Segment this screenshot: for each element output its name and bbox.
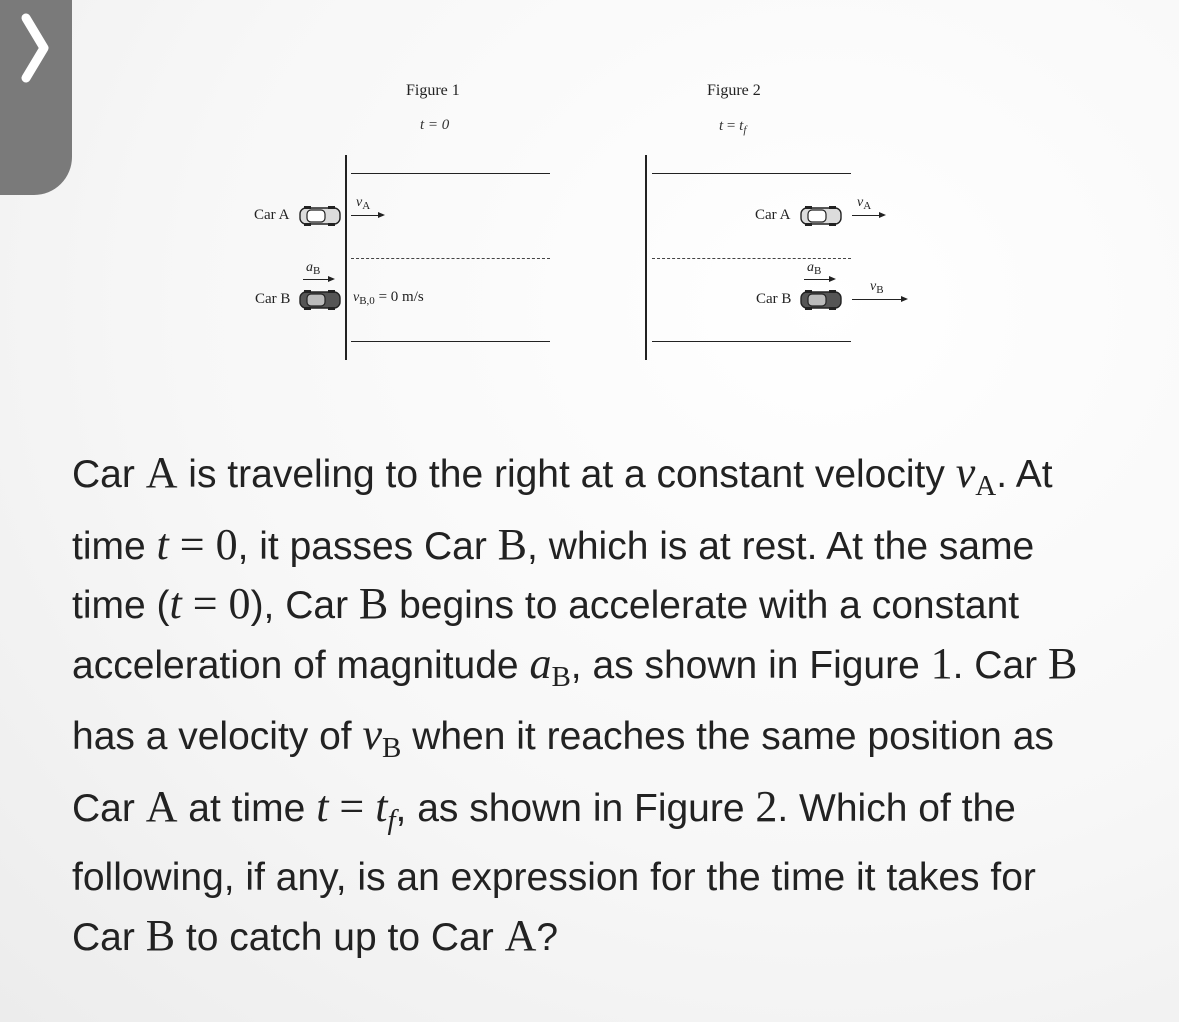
figure-2-title: Figure 2 bbox=[707, 82, 761, 99]
figure-1-time-label: t = 0 bbox=[420, 117, 450, 133]
car-b-icon bbox=[800, 290, 842, 310]
car-a-label: Car A bbox=[254, 207, 290, 223]
acceleration-b-label: $a_B$ bbox=[807, 260, 822, 277]
road-bottom-edge bbox=[652, 341, 851, 342]
road-bottom-edge bbox=[351, 341, 550, 342]
velocity-a-arrow bbox=[351, 215, 383, 216]
acceleration-b-arrow bbox=[804, 279, 834, 280]
collapse-panel-tab[interactable] bbox=[0, 0, 72, 195]
velocity-b0-label: $v_{B,0} = 0$ m/s bbox=[353, 289, 424, 307]
acceleration-b-label: $a_B$ bbox=[306, 260, 321, 277]
velocity-b-label: $v_B$ bbox=[870, 279, 884, 296]
lane-divider bbox=[652, 258, 851, 259]
velocity-a-label: $v_A$ bbox=[857, 195, 872, 212]
velocity-b-arrow bbox=[852, 299, 906, 300]
velocity-a-arrow bbox=[852, 215, 884, 216]
velocity-a-label: $v_A$ bbox=[356, 195, 371, 212]
road-top-edge bbox=[351, 173, 550, 174]
start-line bbox=[345, 155, 347, 360]
chevron-right-icon bbox=[14, 8, 54, 88]
car-b-label: Car B bbox=[255, 291, 291, 307]
car-a-icon bbox=[800, 206, 842, 226]
start-line bbox=[645, 155, 647, 360]
acceleration-b-arrow bbox=[303, 279, 333, 280]
car-a-icon bbox=[299, 206, 341, 226]
car-b-icon bbox=[299, 290, 341, 310]
figure-1-title: Figure 1 bbox=[406, 82, 460, 99]
figure-2-time-label: $t = t_f$ bbox=[719, 118, 747, 136]
lane-divider bbox=[351, 258, 550, 259]
road-top-edge bbox=[652, 173, 851, 174]
problem-statement: Car A is traveling to the right at a constant velocity $v_A$. At time t = 0, it passes Car B, which is at rest. At the same time (t = 0), Car B begins to accelerate with a constant acceleration of magnitude $a_B$, as shown in Figure 1. Car B has a velocity of $v_B$ when it reaches the same position as Car A at time $t = t_f$, as shown in Figure 2. Which of the following, if any, is an expression for the time it takes for Car B to catch up to Car A? bbox=[72, 448, 1078, 960]
car-a-label: Car A bbox=[755, 207, 791, 223]
car-b-label: Car B bbox=[756, 291, 792, 307]
